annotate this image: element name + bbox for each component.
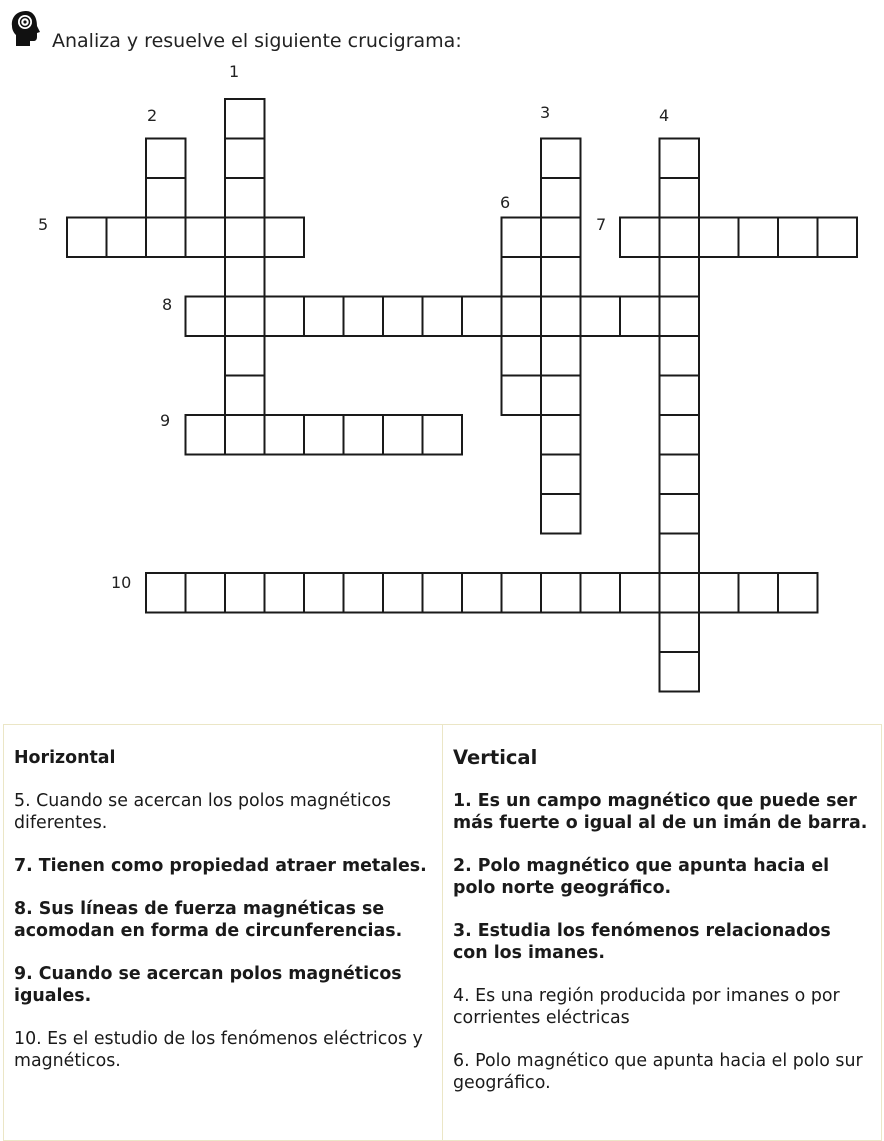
crossword-cell[interactable] bbox=[186, 218, 226, 258]
crossword-cell[interactable] bbox=[660, 415, 700, 455]
crossword-cell[interactable] bbox=[225, 218, 265, 258]
crossword-cell[interactable] bbox=[541, 178, 581, 218]
crossword-cell[interactable] bbox=[225, 336, 265, 376]
clue-number-3: 3 bbox=[540, 103, 551, 122]
clue-vertical-4: 4. Es una región producida por imanes o por corrientes eléctricas bbox=[453, 986, 840, 1028]
clue-horizontal-9: 9. Cuando se acercan polos magnéticos iguales. bbox=[14, 964, 402, 1006]
crossword-cell[interactable] bbox=[660, 613, 700, 653]
crossword-cell[interactable] bbox=[778, 573, 818, 613]
crossword-cell[interactable] bbox=[660, 652, 700, 692]
crossword-cell[interactable] bbox=[502, 376, 542, 416]
crossword-cell[interactable] bbox=[660, 534, 700, 574]
crossword-cell[interactable] bbox=[265, 573, 305, 613]
crossword-cell[interactable] bbox=[344, 573, 384, 613]
crossword-cell[interactable] bbox=[699, 218, 739, 258]
crossword-cell[interactable] bbox=[818, 218, 858, 258]
crossword-cell[interactable] bbox=[225, 376, 265, 416]
crossword-cell[interactable] bbox=[620, 218, 660, 258]
crossword-cell[interactable] bbox=[423, 573, 463, 613]
crossword-cell[interactable] bbox=[739, 218, 779, 258]
clue-vertical-1: 1. Es un campo magnético que puede ser más fuerte o igual al de un imán de barra. bbox=[453, 791, 868, 833]
crossword-cell[interactable] bbox=[146, 178, 186, 218]
crossword-cell[interactable] bbox=[423, 415, 463, 455]
crossword-cell[interactable] bbox=[383, 573, 423, 613]
crossword-cell[interactable] bbox=[541, 415, 581, 455]
crossword-cell[interactable] bbox=[304, 297, 344, 337]
clue-number-4: 4 bbox=[659, 106, 670, 125]
crossword-cell[interactable] bbox=[778, 218, 818, 258]
crossword-cell[interactable] bbox=[225, 139, 265, 179]
crossword-cell[interactable] bbox=[265, 415, 305, 455]
clue-horizontal-5: 5. Cuando se acercan los polos magnéticos diferentes. bbox=[14, 791, 391, 833]
crossword-cell[interactable] bbox=[502, 218, 542, 258]
crossword-cell[interactable] bbox=[186, 415, 226, 455]
crossword-cell[interactable] bbox=[541, 376, 581, 416]
clue-number-2: 2 bbox=[147, 106, 158, 125]
clue-horizontal-10: 10. Es el estudio de los fenómenos eléctricos y magnéticos. bbox=[14, 1029, 423, 1071]
crossword-cell[interactable] bbox=[541, 218, 581, 258]
crossword-cell[interactable] bbox=[660, 573, 700, 613]
crossword-cell[interactable] bbox=[344, 415, 384, 455]
crossword-cell[interactable] bbox=[423, 297, 463, 337]
crossword-cell[interactable] bbox=[699, 573, 739, 613]
crossword-cell[interactable] bbox=[541, 336, 581, 376]
crossword-cell[interactable] bbox=[502, 257, 542, 297]
crossword-cell[interactable] bbox=[660, 297, 700, 337]
clue-horizontal-8: 8. Sus líneas de fuerza magnéticas se acomodan en forma de circunferencias. bbox=[14, 899, 403, 941]
vertical-clues bbox=[443, 725, 881, 1140]
crossword-cell[interactable] bbox=[660, 336, 700, 376]
crossword-cell[interactable] bbox=[304, 573, 344, 613]
crossword-cell[interactable] bbox=[502, 336, 542, 376]
crossword-cell[interactable] bbox=[146, 573, 186, 613]
clue-number-9: 9 bbox=[160, 411, 171, 430]
crossword-cell[interactable] bbox=[225, 99, 265, 139]
horizontal-title: Horizontal bbox=[14, 748, 116, 768]
crossword-cell[interactable] bbox=[541, 139, 581, 179]
crossword-cell[interactable] bbox=[541, 494, 581, 534]
crossword-cell[interactable] bbox=[462, 297, 502, 337]
instruction-text: Analiza y resuelve el siguiente crucigrama: bbox=[52, 30, 462, 52]
crossword-cell[interactable] bbox=[304, 415, 344, 455]
horizontal-clues bbox=[4, 725, 443, 1140]
crossword-cell[interactable] bbox=[225, 257, 265, 297]
crossword-cell[interactable] bbox=[186, 297, 226, 337]
crossword-cell[interactable] bbox=[660, 494, 700, 534]
clue-number-5: 5 bbox=[38, 215, 49, 234]
crossword-cell[interactable] bbox=[383, 297, 423, 337]
crossword-cell[interactable] bbox=[581, 573, 621, 613]
crossword-cell[interactable] bbox=[344, 297, 384, 337]
crossword-cell[interactable] bbox=[660, 218, 700, 258]
crossword-cell[interactable] bbox=[739, 573, 779, 613]
vertical-title: Vertical bbox=[453, 746, 538, 769]
crossword-cell[interactable] bbox=[462, 573, 502, 613]
crossword-cell[interactable] bbox=[107, 218, 147, 258]
crossword-cell[interactable] bbox=[541, 257, 581, 297]
crossword-cell[interactable] bbox=[225, 297, 265, 337]
crossword-cell[interactable] bbox=[146, 218, 186, 258]
crossword-cell[interactable] bbox=[225, 178, 265, 218]
crossword-cell[interactable] bbox=[225, 415, 265, 455]
crossword-cell[interactable] bbox=[581, 297, 621, 337]
crossword-cell[interactable] bbox=[383, 415, 423, 455]
crossword-cell[interactable] bbox=[660, 455, 700, 495]
crossword-cell[interactable] bbox=[186, 573, 226, 613]
clue-vertical-3: 3. Estudia los fenómenos relacionados con los imanes. bbox=[453, 921, 831, 963]
crossword-cell[interactable] bbox=[146, 139, 186, 179]
crossword-cell[interactable] bbox=[660, 139, 700, 179]
crossword-cell[interactable] bbox=[265, 297, 305, 337]
crossword-cell[interactable] bbox=[660, 178, 700, 218]
crossword-cell[interactable] bbox=[541, 455, 581, 495]
clue-horizontal-7: 7. Tienen como propiedad atraer metales. bbox=[14, 856, 427, 876]
crossword-cell[interactable] bbox=[660, 257, 700, 297]
clue-vertical-6: 6. Polo magnético que apunta hacia el polo sur geográfico. bbox=[453, 1051, 863, 1093]
clue-number-6: 6 bbox=[500, 193, 511, 212]
crossword-cell[interactable] bbox=[502, 573, 542, 613]
clue-number-10: 10 bbox=[111, 573, 132, 592]
crossword-cell[interactable] bbox=[67, 218, 107, 258]
crossword-cell[interactable] bbox=[541, 573, 581, 613]
crossword-cell[interactable] bbox=[620, 297, 660, 337]
crossword-cell[interactable] bbox=[541, 297, 581, 337]
crossword-cell[interactable] bbox=[265, 218, 305, 258]
crossword-cell[interactable] bbox=[660, 376, 700, 416]
crossword-cell[interactable] bbox=[620, 573, 660, 613]
crossword-cell[interactable] bbox=[502, 297, 542, 337]
crossword-cell[interactable] bbox=[225, 573, 265, 613]
clue-number-1: 1 bbox=[229, 62, 240, 81]
clue-number-8: 8 bbox=[162, 295, 173, 314]
clue-number-7: 7 bbox=[596, 215, 607, 234]
clue-vertical-2: 2. Polo magnético que apunta hacia el polo norte geográfico. bbox=[453, 856, 830, 898]
clues-table bbox=[3, 724, 882, 1141]
